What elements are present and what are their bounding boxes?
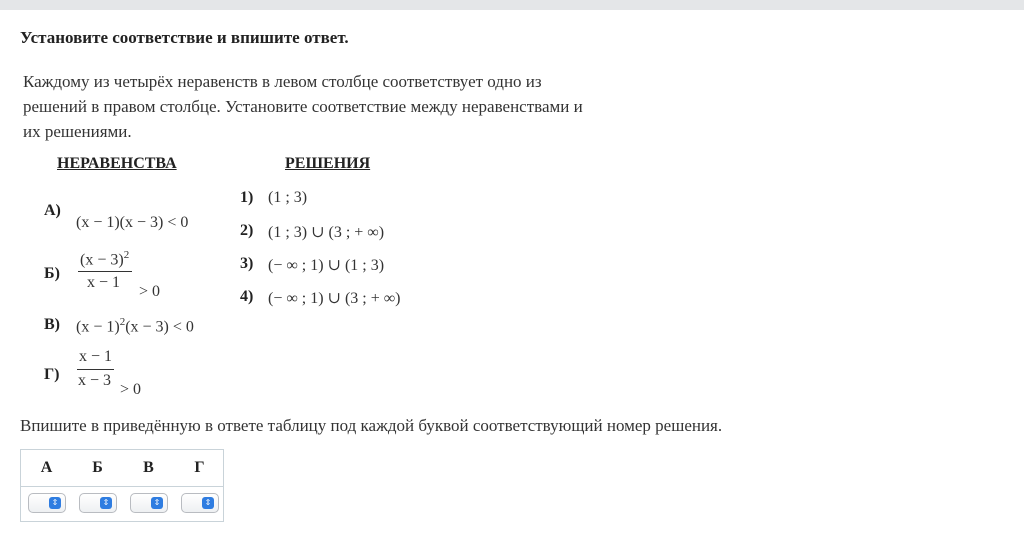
inequality-label-v: В) xyxy=(44,316,60,333)
answer-cell-a xyxy=(21,487,72,521)
column-heading-solutions: РЕШЕНИЯ xyxy=(285,155,371,172)
answer-cell-g xyxy=(174,487,225,521)
inequality-b-rhs: > 0 xyxy=(139,283,161,300)
answer-header-v: В xyxy=(143,459,154,476)
up-down-chevron-icon[interactable]: ⇕ xyxy=(100,497,112,509)
inequality-v-exponent: 2 xyxy=(119,316,126,328)
task-heading: Установите соответствие и впишите ответ. xyxy=(20,28,349,47)
inequality-g-fraction-bar xyxy=(77,369,114,370)
inequality-b-numerator: $(x - 3)^2$ xyxy=(80,249,130,269)
answer-table xyxy=(20,449,224,522)
solution-number-4: 4) xyxy=(240,288,254,305)
inequality-g-rhs: > 0 xyxy=(120,381,142,398)
inequality-v: $(x - 1)^2(x - 3) < 0$ xyxy=(76,316,194,336)
inequality-b-denominator: x − 1 xyxy=(87,274,121,291)
solution-number-1: 1) xyxy=(240,189,254,206)
inequality-a: (x − 1)(x − 3) < 0 xyxy=(76,214,189,231)
answer-select-b[interactable] xyxy=(79,493,117,513)
answer-select-a[interactable] xyxy=(28,493,66,513)
solution-4: (− ∞ ; 1) ∪ (3 ; + ∞) xyxy=(268,290,401,307)
inequality-b-fraction-bar xyxy=(78,271,132,272)
answer-table-header-row xyxy=(21,450,223,486)
solution-1: (1 ; 3) xyxy=(268,189,308,206)
inequality-g-numerator: x − 1 xyxy=(79,348,113,365)
task-intro: Каждому из четырёх неравенств в левом столбце соответствует одно из решений в правом столбце. Установите соответствие между неравенствами и их решениями. xyxy=(23,72,583,141)
up-down-chevron-icon[interactable]: ⇕ xyxy=(151,497,163,509)
up-down-chevron-icon[interactable]: ⇕ xyxy=(49,497,61,509)
answer-cell-b xyxy=(72,487,123,521)
solution-3: (− ∞ ; 1) ∪ (1 ; 3) xyxy=(268,257,385,274)
solution-number-2: 2) xyxy=(240,222,254,239)
answer-header-b: Б xyxy=(92,459,103,476)
answer-select-g[interactable] xyxy=(181,493,219,513)
up-down-chevron-icon[interactable]: ⇕ xyxy=(202,497,214,509)
column-heading-inequalities: НЕРАВЕНСТВА xyxy=(57,155,177,172)
solution-number-3: 3) xyxy=(240,255,254,272)
inequality-label-a: А) xyxy=(44,202,61,219)
answer-header-g: Г xyxy=(194,459,205,476)
answer-cell-v xyxy=(123,487,174,521)
inequality-b-exponent: 2 xyxy=(123,249,130,261)
answer-select-v[interactable] xyxy=(130,493,168,513)
answer-header-a: А xyxy=(40,459,53,476)
solution-2: (1 ; 3) ∪ (3 ; + ∞) xyxy=(268,224,385,241)
inequality-label-g: Г) xyxy=(44,366,60,383)
inequality-label-b: Б) xyxy=(44,265,60,282)
inequality-g-denominator: x − 3 xyxy=(78,372,112,389)
answer-instruction: Впишите в приведённую в ответе таблицу под каждой буквой соответствующий номер решения. xyxy=(20,416,723,435)
top-bar xyxy=(0,0,1024,10)
